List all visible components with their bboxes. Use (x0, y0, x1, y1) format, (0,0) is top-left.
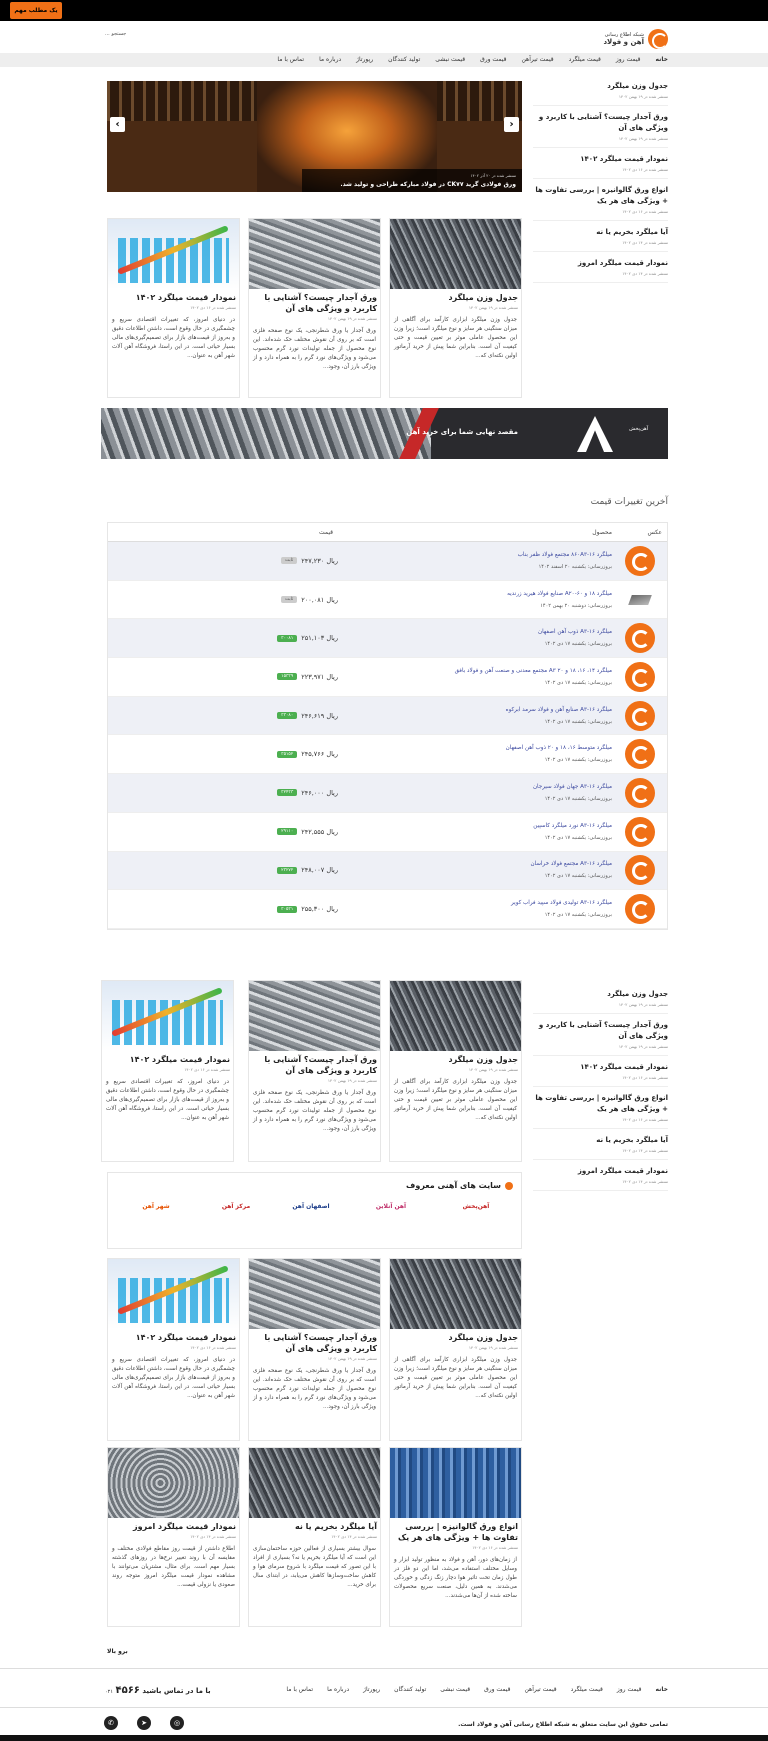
nav-about[interactable]: درباره ما (319, 56, 342, 63)
price-value: ۲۴۶,۰۰۰ ریال (301, 788, 338, 797)
price-change-badge: ۳۲۴۳۳ (277, 789, 297, 796)
table-row[interactable] (108, 697, 667, 736)
price-value: ۲۰۰,۰۸۱ ریال (301, 595, 338, 604)
product-updated: بروزرسانی: یکشنبه ۱۷ دی ۱۴۰۲ (544, 912, 612, 919)
banner-text: مقصد نهایی شما برای خرید آهن (406, 428, 518, 436)
copyright-text: تمامی حقوق این سایت متعلق به شبکه اطلاع رسانی آهن و فولاد است. (458, 1721, 668, 1728)
slide-date: منتشر شده در ۲۰ آذر ۱۴۰۲ (470, 173, 516, 178)
product-name[interactable]: میلگرد ۱۸ و ۶۰-A۲۰ صنایع فولاد هیرید زرندیه (507, 590, 612, 597)
card-image (102, 981, 233, 1051)
price-change-badge: ۲۳۲۷۲ (277, 867, 297, 874)
footer-nav-reportage[interactable]: رپورتاژ (363, 1686, 381, 1693)
card-image (249, 219, 380, 289)
site-logo-ahanpakhsh[interactable]: آهن‌پخش (462, 1203, 490, 1210)
footer-nav-daily-price[interactable]: قیمت روز (616, 1686, 642, 1693)
table-row[interactable] (108, 890, 667, 929)
card-image (108, 1259, 239, 1329)
product-name[interactable]: میلگرد ۱۶-A۳ نورد میلگرد کاسپین (533, 822, 612, 829)
card-image (108, 219, 239, 289)
sites-title: سایت های آهنی معروف (406, 1181, 501, 1190)
sidebar-post[interactable]: نمودار قیمت میلگرد امروز منتشر شده در ۱۴ دی ۱۴۰۲ (533, 1160, 668, 1191)
price-change-badge: ۱۵۳۳۹ (277, 673, 297, 680)
price-change-badge: ۳۰۵۳۱ (277, 906, 297, 913)
product-image (625, 817, 655, 847)
price-table (107, 522, 668, 930)
ahanpakhsh-logo-icon (577, 416, 613, 452)
post-card[interactable]: نمودار قیمت میلگرد ۱۴۰۲ منتشر شده در ۱۶ دی ۱۴۰۲ در دنیای امروز، که تغییرات اقتصادی سریع و چشمگیری در حال وقوع است، داشتن اطلاعات دقیق و به‌روز از قیمت‌های بازار برای تصمیم‌گیری‌های مالی بسیار حیاتی است. در این راستا، فروشگاه آهن آلات شهر آهن به عنوان... (107, 1258, 240, 1441)
whatsapp-icon[interactable]: ✆ (104, 1716, 118, 1730)
footer-nav (0, 1668, 768, 1708)
top-bar (0, 0, 768, 21)
price-value: ۲۲۳,۹۷۱ ریال (301, 672, 338, 681)
nav-rebar-price[interactable]: قیمت میلگرد (568, 56, 601, 63)
product-updated: بروزرسانی: یکشنبه ۱۷ دی ۱۴۰۲ (544, 679, 612, 686)
slider-next-arrow-icon[interactable]: › (110, 117, 125, 132)
footer-nav-contact[interactable]: تماس با ما (286, 1686, 314, 1693)
price-value: ۲۴۲,۵۵۵ ریال (301, 827, 338, 836)
price-section-title: آخرین تغییرات قیمت (590, 497, 668, 507)
product-updated: بروزرسانی: یکشنبه ۱۷ دی ۱۴۰۲ (544, 718, 612, 725)
product-updated: بروزرسانی: دوشنبه ۲۰ بهمن ۱۴۰۲ (540, 602, 612, 609)
sidebar-post[interactable]: جدول وزن میلگرد منتشر شده در ۱۹ بهمن ۱۴۰۲ (533, 983, 668, 1014)
main-nav (0, 53, 768, 67)
price-value: ۲۴۶,۶۱۹ ریال (301, 711, 338, 720)
sidebar-post[interactable]: آیا میلگرد بخریم یا نه منتشر شده در ۱۴ دی ۱۴۰۲ (533, 221, 668, 252)
product-updated: بروزرسانی: یکشنبه ۲۰ اسفند ۱۴۰۲ (538, 563, 612, 570)
price-change-badge: ۳۵۱۵۲ (277, 751, 297, 758)
table-row[interactable] (108, 735, 667, 774)
product-image (625, 739, 655, 769)
card-image (390, 219, 521, 289)
price-change-badge: ثابت (281, 557, 297, 564)
back-to-top-link[interactable]: برو بالا (107, 1648, 128, 1655)
table-row[interactable] (108, 542, 667, 581)
card-image (249, 1448, 380, 1518)
table-row[interactable] (108, 813, 667, 852)
nav-producers[interactable]: تولید کنندگان (388, 56, 421, 63)
table-row[interactable] (108, 852, 667, 891)
sidebar-post[interactable]: انواع ورق گالوانیزه | بررسی تفاوت ها + ویژگی های هر یک منتشر شده در ۱۶ دی ۱۴۰۲ (533, 179, 668, 221)
contact-phone[interactable]: با ما در تماس باشید ۴۵۶۶ ۰۲۱ (105, 1685, 211, 1696)
nav-daily-price[interactable]: قیمت روز (615, 56, 641, 63)
price-value: ۲۴۷,۲۳۰ ریال (301, 556, 338, 565)
product-name[interactable]: میلگرد متوسط ۱۶، ۱۸ و ۲۰ ذوب آهن اصفهان (505, 745, 612, 752)
price-value: ۲۵۵,۳۰۰ ریال (301, 905, 338, 914)
product-updated: بروزرسانی: یکشنبه ۱۷ دی ۱۴۰۲ (544, 795, 612, 802)
price-change-badge: ۳۰۰۸۱ (277, 635, 297, 642)
card-image (390, 1448, 521, 1518)
product-name[interactable]: میلگرد ۱۶-A۳ تولیدی فولاد سپید فراب کویر (511, 900, 612, 907)
footer-nav-about[interactable]: درباره ما (327, 1686, 350, 1693)
post-card[interactable]: آیا میلگرد بخریم یا نه منتشر شده در ۱۴ دی ۱۴۰۲ سوال بیشتر بسیاری از فعالین حوزه ساختمان‌سازی این است که آیا میلگرد بخریم یا نه؟ بسیاری از افراد با این تصور که قیمت میلگرد با شروع سرمای هوا و کاهش ساخت‌وسازها کاهش می‌یابد، در ابتدای سال برای خرید... (248, 1447, 381, 1627)
sidebar-post[interactable]: نمودار قیمت میلگرد امروز منتشر شده در ۱۴ دی ۱۴۰۲ (533, 252, 668, 283)
product-image (625, 855, 655, 885)
search-input[interactable]: جستجو ... (105, 31, 127, 37)
sidebar-bottom (533, 983, 668, 1191)
table-row[interactable] (108, 774, 667, 813)
price-value: ۲۴۵,۷۶۶ ریال (301, 750, 338, 759)
nav-sheet-price[interactable]: قیمت ورق (480, 56, 507, 63)
product-image (625, 894, 655, 924)
card-image (390, 1259, 521, 1329)
site-logo-ahanonline[interactable]: آهن آنلاین (375, 1203, 407, 1210)
product-updated: بروزرسانی: یکشنبه ۱۷ دی ۱۴۰۲ (544, 834, 612, 841)
site-logo-shahrahan[interactable]: شهر آهن (142, 1203, 170, 1210)
footer-nav-angle-price[interactable]: قیمت نبشی (440, 1686, 471, 1693)
sidebar-post[interactable]: نمودار قیمت میلگرد ۱۴۰۲ منتشر شده در ۱۶ دی ۱۴۰۲ (533, 148, 668, 179)
ad-banner[interactable] (101, 408, 668, 459)
product-updated: بروزرسانی: یکشنبه ۱۷ دی ۱۴۰۲ (544, 757, 612, 764)
post-card[interactable]: انواع ورق گالوانیزه | بررسی تفاوت ها + ویژگی های هر یک منتشر شده در ۱۶ دی ۱۴۰۲ از زمان‌های دور، آهن و فولاد به منظور تولید ابزار و وسایل مختلف استفاده می‌شد، اما این دو فلز در طول زمان تحت تاثیر هوا دچار زنگ زدگی و خوردگی می‌شدند. به همین دلیل، صنعت سریع محصولات ساخته شده از آن‌ها می‌شدند... (389, 1447, 522, 1627)
table-row[interactable] (108, 581, 667, 620)
product-name[interactable]: میلگرد ۱۴، ۱۶، ۱۸ و ۲۰ A۳ مجتمع معدنی و صنعت آهن و فولاد بافق (454, 667, 612, 674)
footer-nav-rebar-price[interactable]: قیمت میلگرد (570, 1686, 603, 1693)
footer-nav-beam-price[interactable]: قیمت تیرآهن (524, 1686, 557, 1693)
card-image (390, 981, 521, 1051)
price-value: ۲۵۱,۱۰۳ ریال (301, 634, 338, 643)
sidebar-post[interactable]: انواع ورق گالوانیزه | بررسی تفاوت ها + ویژگی های هر یک منتشر شده در ۱۶ دی ۱۴۰۲ (533, 1087, 668, 1129)
sidebar-post[interactable]: جدول وزن میلگرد منتشر شده در ۱۹ بهمن ۱۴۰۲ (533, 75, 668, 106)
post-card[interactable]: جدول وزن میلگرد منتشر شده در ۱۹ بهمن ۱۴۰۲ جدول وزن میلگرد ابزاری کارآمد برای آگاهی از میزان سنگینی هر سایز و نوع میلگرد است؛ زیرا وزن این محصول عاملی موثر بر تعیین قیمت و حتی کیفیت آن است. بنابراین شما پیش از خرید آرماتور اولین نکته‌ای که... (389, 980, 522, 1162)
product-name[interactable]: میلگرد ۱۶-A۳ صنایع آهن و فولاد سرمد ابرکوه (505, 706, 612, 713)
nav-contact[interactable]: تماس با ما (277, 56, 305, 63)
price-value: ۲۴۸,۰۰۷ ریال (301, 866, 338, 875)
product-image (625, 701, 655, 731)
post-card[interactable]: نمودار قیمت میلگرد امروز منتشر شده در ۱۴ دی ۱۴۰۲ اطلاع داشتن از قیمت روز مقاطع فولادی مختلف و مقایسه آن با روند تغییر نرخ‌ها در روزهای گذشته بسیار مهم است. برای مثال، مشتریان می‌توانند با مشاهده نمودار قیمت میلگرد امروز متوجه روند صعودی یا نزولی قیمت... (107, 1447, 240, 1627)
sidebar-top (533, 75, 668, 283)
slider-prev-arrow-icon[interactable]: ‹ (504, 117, 519, 132)
card-image (249, 1259, 380, 1329)
sidebar-post[interactable]: آیا میلگرد بخریم یا نه منتشر شده در ۱۴ دی ۱۴۰۲ (533, 1129, 668, 1160)
important-post-button[interactable]: یک مطلب مهم (10, 2, 62, 19)
price-change-badge: ۳۳۰۸۰ (277, 712, 297, 719)
price-change-badge: ۲۹۱۱۰ (277, 828, 297, 835)
logo-title: آهن و فولاد (603, 38, 644, 46)
nav-beam-price[interactable]: قیمت تیرآهن (521, 56, 554, 63)
product-updated: بروزرسانی: یکشنبه ۱۷ دی ۱۴۰۲ (544, 641, 612, 648)
logo-icon (648, 29, 668, 49)
post-card[interactable]: نمودار قیمت میلگرد ۱۴۰۲ منتشر شده در ۱۶ دی ۱۴۰۲ در دنیای امروز، که تغییرات اقتصادی سریع و چشمگیری در حال وقوع است، داشتن اطلاعات دقیق و به‌روز از قیمت‌های بازار برای تصمیم‌گیری‌های مالی بسیار حیاتی است. در این راستا، فروشگاه آهن آلات شهر آهن به عنوان... (101, 980, 234, 1162)
footer-nav-sheet-price[interactable]: قیمت ورق (484, 1686, 511, 1693)
product-image (625, 778, 655, 808)
card-image (108, 1448, 239, 1518)
product-image (628, 595, 652, 605)
product-image (625, 623, 655, 653)
post-card[interactable]: جدول وزن میلگرد منتشر شده در ۱۹ بهمن ۱۴۰۲ جدول وزن میلگرد ابزاری کارآمد برای آگاهی از میزان سنگینی هر سایز و نوع میلگرد است؛ زیرا وزن این محصول عاملی موثر بر تعیین قیمت و حتی کیفیت آن است. بنابراین شما پیش از خرید آرماتور اولین نکته‌ای که... (389, 218, 522, 398)
site-logo[interactable] (603, 29, 668, 49)
site-logo-markazahan[interactable]: مرکز آهن (221, 1203, 251, 1210)
footer-nav-producers[interactable]: تولید کنندگان (394, 1686, 427, 1693)
nav-reportage[interactable]: رپورتاژ (356, 56, 374, 63)
table-header: عکس محصول قیمت (108, 523, 667, 542)
bullet-icon (505, 1182, 513, 1190)
sidebar-post[interactable]: ورق آجدار چیست؟ آشنایی با کاربرد و ویژگی های آن منتشر شده در ۱۹ بهمن ۱۴۰۲ (533, 106, 668, 148)
banner-brand: آهن‌پخش (629, 426, 648, 432)
table-row[interactable] (108, 619, 667, 658)
product-name[interactable]: میلگرد ۱۶-A۳ ذوب آهن اصفهان (538, 629, 612, 636)
post-card[interactable]: ورق آجدار چیست؟ آشنایی با کاربرد و ویژگی های آن منتشر شده در ۱۹ بهمن ۱۴۰۲ ورق آجدار یا ورق شطرنجی، یک نوع صفحه فلزی است که بر روی آن نقوش مختلف حک شده‌اند. این نوع محصول از جمله تولیدات نورد گرم محسوب می‌شود و ویژگی‌های نورد گرم را به همراه دارد و از ویژگی بارز آن، وجود... (248, 1258, 381, 1441)
slide-caption[interactable] (302, 169, 522, 192)
sidebar-post[interactable]: ورق آجدار چیست؟ آشنایی با کاربرد و ویژگی های آن منتشر شده در ۱۹ بهمن ۱۴۰۲ (533, 1014, 668, 1056)
logo-subtitle: شبکه اطلاع رسانی (604, 32, 644, 38)
product-image (625, 546, 655, 576)
telegram-icon[interactable]: ➤ (137, 1716, 151, 1730)
slide-title: ورق فولادی گرید CK۷۷ در فولاد مبارکه طراحی و تولید شد. (340, 181, 516, 188)
card-image (249, 981, 380, 1051)
instagram-icon[interactable]: ◎ (170, 1716, 184, 1730)
site-logo-esfahanahan[interactable]: اصفهان آهن (292, 1203, 330, 1210)
famous-sites-box (107, 1172, 522, 1249)
nav-home[interactable]: خانه (655, 56, 668, 63)
table-row[interactable] (108, 658, 667, 697)
post-card[interactable]: نمودار قیمت میلگرد ۱۴۰۲ منتشر شده در ۱۶ دی ۱۴۰۲ در دنیای امروز، که تغییرات اقتصادی سریع و چشمگیری در حال وقوع است، داشتن اطلاعات دقیق و به‌روز از قیمت‌های بازار برای تصمیم‌گیری‌های مالی بسیار حیاتی است. در این راستا، فروشگاه آهن آلات شهر آهن به عنوان... (107, 218, 240, 398)
product-name[interactable]: میلگرد ۱۶-۸۶۰A۳ مجتمع فولاد ظفر بناب (517, 551, 612, 558)
sidebar-post[interactable]: نمودار قیمت میلگرد ۱۴۰۲ منتشر شده در ۱۶ دی ۱۴۰۲ (533, 1056, 668, 1087)
post-card[interactable]: جدول وزن میلگرد منتشر شده در ۱۹ بهمن ۱۴۰۲ جدول وزن میلگرد ابزاری کارآمد برای آگاهی از میزان سنگینی هر سایز و نوع میلگرد است؛ زیرا وزن این محصول عاملی موثر بر تعیین قیمت و حتی کیفیت آن است. بنابراین شما پیش از خرید آرماتور اولین نکته‌ای که... (389, 1258, 522, 1441)
bottom-bar (0, 1735, 768, 1741)
footer-nav-home[interactable]: خانه (655, 1686, 668, 1693)
product-name[interactable]: میلگرد ۱۶-A۳ مجتمع فولاد خراسان (530, 861, 612, 868)
price-change-badge: ثابت (281, 596, 297, 603)
product-image (625, 662, 655, 692)
post-card[interactable]: ورق آجدار چیست؟ آشنایی با کاربرد و ویژگی های آن منتشر شده در ۱۹ بهمن ۱۴۰۲ ورق آجدار یا ورق شطرنجی، یک نوع صفحه فلزی است که بر روی آن نقوش مختلف حک شده‌اند. این نوع محصول از جمله تولیدات نورد گرم محسوب می‌شود و ویژگی‌های نورد گرم را به همراه دارد و از ویژگی بارز آن، وجود... (248, 218, 381, 398)
hero-slider[interactable] (107, 81, 522, 192)
post-card[interactable]: ورق آجدار چیست؟ آشنایی با کاربرد و ویژگی های آن منتشر شده در ۱۹ بهمن ۱۴۰۲ ورق آجدار یا ورق شطرنجی، یک نوع صفحه فلزی است که بر روی آن نقوش مختلف حک شده‌اند. این نوع محصول از جمله تولیدات نورد گرم محسوب می‌شود و ویژگی‌های نورد گرم را به همراه دارد و از ویژگی بارز آن، وجود... (248, 980, 381, 1162)
product-name[interactable]: میلگرد ۱۶-A۳ جهان فولاد سیرجان (532, 783, 612, 790)
product-updated: بروزرسانی: یکشنبه ۱۷ دی ۱۴۰۲ (544, 873, 612, 880)
nav-angle-price[interactable]: قیمت نبشی (435, 56, 466, 63)
